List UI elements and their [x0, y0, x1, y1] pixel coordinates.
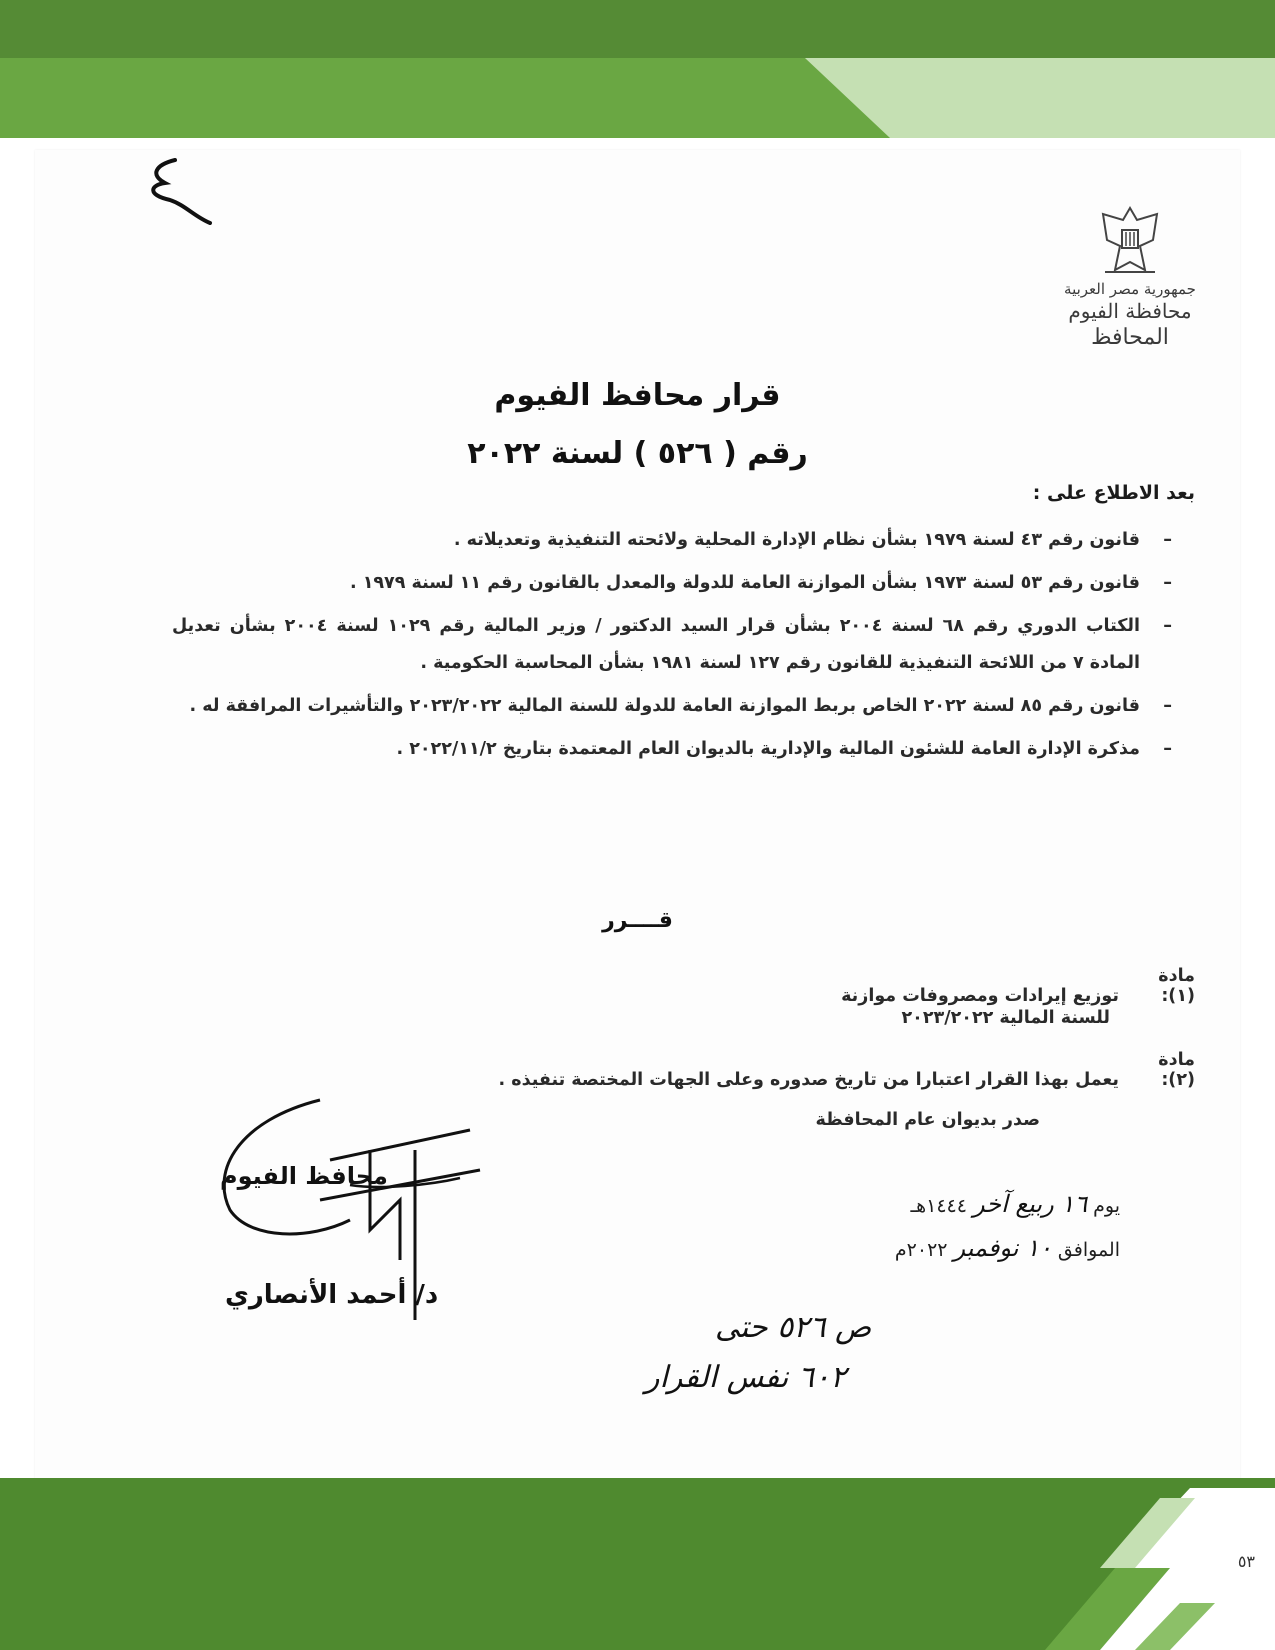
reference-text: قانون رقم ٥٣ لسنة ١٩٧٣ بشأن الموازنة العامة للدولة والمعدل بالقانون رقم ١١ لسنة ١٩٧٩ . — [349, 573, 1140, 593]
reference-text: قانون رقم ٨٥ لسنة ٢٠٢٢ الخاص بربط الموازنة العامة للدولة للسنة المالية ٢٠٢٣/٢٠٢٢ والتأشيرات المرافقة له . — [189, 696, 1140, 716]
reference-text: مذكرة الإدارة العامة للشئون المالية والإدارية بالديوان العام المعتمدة بتاريخ ٢٠٢٢/١١/٢ . — [396, 739, 1140, 759]
list-item: – قانون رقم ٨٥ لسنة ٢٠٢٢ الخاص بربط الموازنة العامة للدولة للسنة المالية ٢٠٢٣/٢٠٢٢ والتأشيرات المرافقة له . — [189, 696, 1172, 716]
after-review-heading: بعد الاطلاع على : — [1032, 482, 1195, 504]
list-item: – قانون رقم ٤٣ لسنة ١٩٧٩ بشأن نظام الإدارة المحلية ولائحته التنفيذية وتعديلاته . — [453, 530, 1172, 550]
article-2-text: يعمل بهذا القرار اعتبارا من تاريخ صدوره وعلى الجهات المختصة تنفيذه . — [498, 1070, 1119, 1090]
hijri-handwritten: ١٦ ربيع آخر — [973, 1190, 1088, 1218]
reference-text: الكتاب الدوري رقم ٦٨ لسنة ٢٠٠٤ بشأن قرار السيد الدكتور / وزير المالية رقم ١٠٢٩ لسنة ٢٠٠٤ بشأن تعديل المادة ٧ من اللائحة التنفيذية للقانون رقم ١٢٧ لسنة ١٩٨١ بشأن المحاسبة الحكومية . — [172, 616, 1140, 673]
gregorian-handwritten: ١٠ نوفمبر — [953, 1234, 1052, 1262]
list-item: – الكتاب الدوري رقم ٦٨ لسنة ٢٠٠٤ بشأن قرار السيد الدكتور / وزير المالية رقم ١٠٢٩ لسنة ٢٠٠٤ بشأن تعديل المادة ٧ من اللائحة التنفيذية للقانون رقم ١٢٧ لسنة ١٩٨١ بشأن المحاسبة الحكومية . — [172, 616, 1172, 673]
decree-heading: قــــرر — [602, 908, 673, 933]
emblem-governor-text: المحافظ — [1091, 324, 1169, 350]
emblem-governorate-text: محافظة الفيوم — [1068, 298, 1192, 323]
article-2 — [499, 1050, 1195, 1090]
references-list — [172, 522, 1172, 774]
eagle-emblem-icon — [1085, 200, 1175, 280]
emblem-republic-text: جمهورية مصر العربية — [1064, 280, 1196, 298]
gregorian-date — [895, 1234, 1120, 1262]
header-band-mid — [0, 58, 1275, 138]
government-emblem — [1060, 200, 1200, 351]
gregorian-prefix: الموافق — [1057, 1239, 1120, 1261]
article-1 — [841, 966, 1195, 1006]
footer-band — [0, 1478, 1275, 1650]
list-item: – قانون رقم ٥٣ لسنة ١٩٧٣ بشأن الموازنة العامة للدولة والمعدل بالقانون رقم ١١ لسنة ١٩٧٩ . — [349, 573, 1172, 593]
hijri-year: ١٤٤٤هـ — [910, 1195, 967, 1217]
hijri-date — [895, 1190, 1120, 1218]
article-1-label: مادة (١): — [1158, 966, 1195, 1006]
page-number: ٥٣ — [1237, 1552, 1255, 1571]
decree-dates — [895, 1190, 1120, 1278]
article-2-label: مادة (٢): — [1158, 1050, 1195, 1090]
article-1-text: توزيع إيرادات ومصروفات موازنة — [841, 986, 1119, 1006]
corner-mark — [135, 155, 215, 229]
article-1-continuation: للسنة المالية ٢٠٢٣/٢٠٢٢ — [901, 1008, 1110, 1028]
signatory-title: محافظ الفيوم — [220, 1162, 388, 1190]
decree-number: رقم ( ٥٢٦ ) لسنة ٢٠٢٢ — [467, 436, 808, 471]
handwritten-note-1: ص ٥٢٦ حتى — [715, 1310, 872, 1345]
scanned-decree-sheet — [35, 150, 1240, 1495]
gregorian-year: ٢٠٢٢م — [894, 1239, 948, 1261]
header-band-dark — [0, 0, 1275, 58]
issued-at: صدر بديوان عام المحافظة — [815, 1110, 1040, 1130]
signatory-name: د/ أحمد الأنصاري — [225, 1280, 439, 1310]
handwritten-note-2: ٦٠٢ نفس القرار — [645, 1360, 847, 1395]
decree-title: قرار محافظ الفيوم — [494, 378, 781, 413]
hijri-prefix: يوم — [1093, 1195, 1120, 1217]
reference-text: قانون رقم ٤٣ لسنة ١٩٧٩ بشأن نظام الإدارة المحلية ولائحته التنفيذية وتعديلاته . — [453, 530, 1140, 550]
list-item: – مذكرة الإدارة العامة للشئون المالية والإدارية بالديوان العام المعتمدة بتاريخ ٢٠٢٢/١١/٢ . — [396, 739, 1172, 759]
